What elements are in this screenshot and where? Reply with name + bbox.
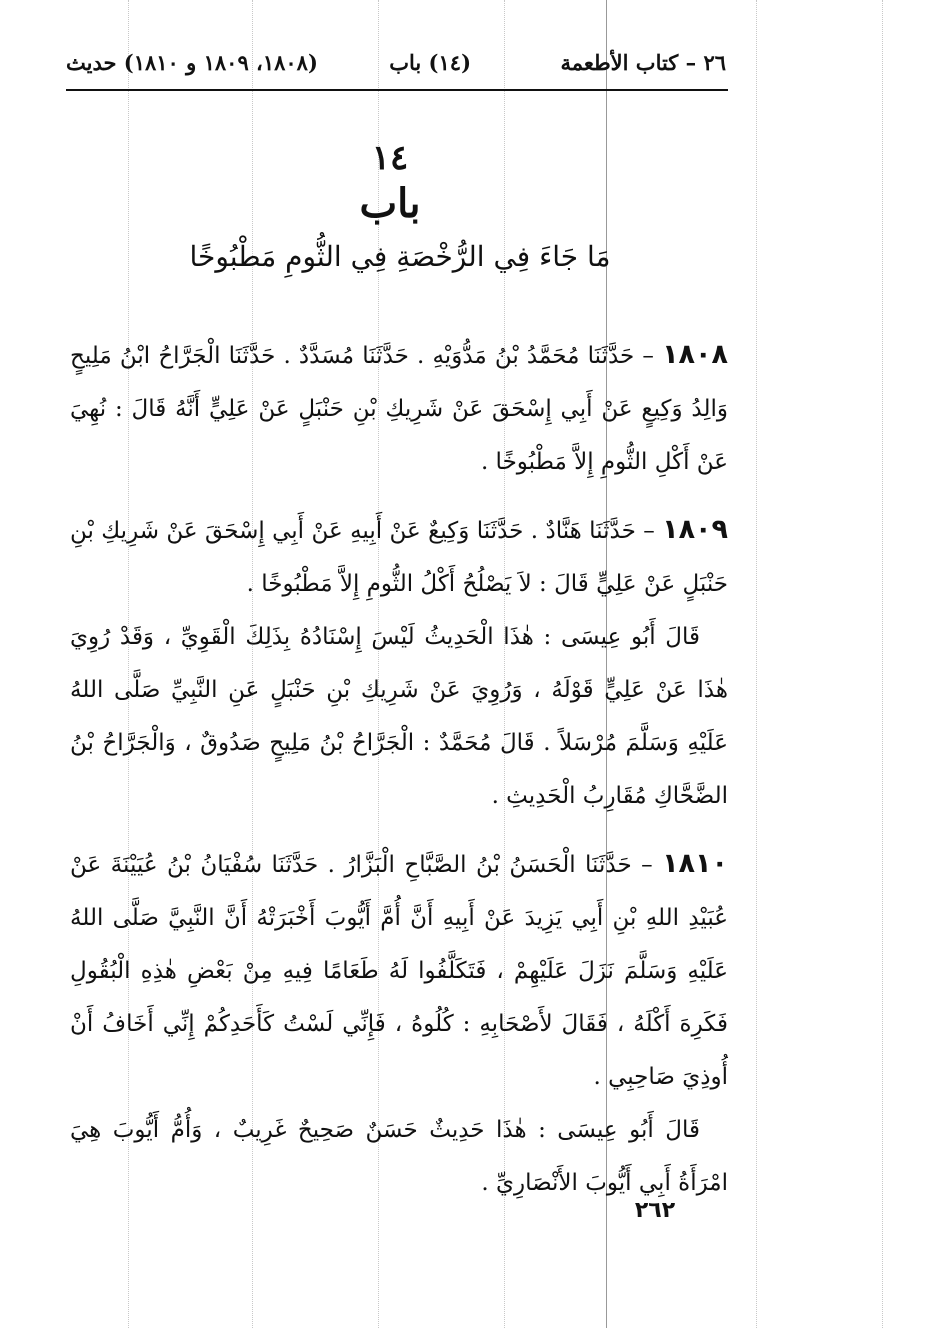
header-chapter: (١٤) باب xyxy=(389,50,471,75)
header-hadith-range: (١٨٠٨، ١٨٠٩ و ١٨١٠) حديث xyxy=(66,50,318,75)
hadith-commentary: قَالَ أَبُو عِيسَى : هٰذَا الْحَدِيثُ لَيْسَ إِسْنَادُهُ بِذَلِكَ الْقَوِيِّ ، وَقَدْ رُوِيَ هٰذَا عَنْ عَلِيٍّ قَوْلَهُ ، وَرُوِيَ عَنْ شَرِيكِ بْنِ حَنْبَلٍ عَنِ النَّبِيِّ صَلَّى اللهُ عَلَيْهِ وَسَلَّمَ مُرْسَلاً . قَالَ مُحَمَّدٌ : الْجَرَّاحُ بْنُ مَلِيحٍ صَدُوقٌ ، وَالْجَرَّاحُ بْنُ الضَّحَّاكِ مُقَارِبُ الْحَدِيثِ . xyxy=(70,624,728,809)
page-number: ٢٦٢ xyxy=(634,1198,676,1223)
hadith-text: – حَدَّثَنَا مُحَمَّدُ بْنُ مَدُّوَيْهِ . حَدَّثَنَا مُسَدَّدٌ . حَدَّثَنَا الْجَرَّاحُ ابْنُ مَلِيحٍ وَالِدُ وَكِيعٍ عَنْ أَبِي إِسْحَقَ عَنْ شَرِيكِ بْنِ حَنْبَلٍ عَنْ عَلِيٍّ أَنَّهُ قَالَ : نُهِيَ عَنْ أَكْلِ الثُّومِ إِلاَّ مَطْبُوخًا . xyxy=(70,343,728,475)
hadith-entry xyxy=(70,837,728,1210)
chapter-body xyxy=(70,328,728,1224)
header-divider xyxy=(66,89,728,91)
hadith-number: ١٨٠٨ xyxy=(662,339,728,370)
running-header xyxy=(66,44,726,84)
hadith-entry xyxy=(70,503,728,823)
chapter-number: ١٤ xyxy=(371,138,409,178)
hadith-entry xyxy=(70,328,728,489)
hadith-number: ١٨٠٩ xyxy=(662,514,729,545)
chapter-title: مَا جَاءَ فِي الرُّخْصَةِ فِي الثُّومِ مَطْبُوخًا xyxy=(189,240,611,273)
hadith-commentary: قَالَ أَبُو عِيسَى : هٰذَا حَدِيثٌ حَسَنٌ صَحِيحٌ غَرِيبٌ ، وَأُمُّ أَيُّوبَ هِيَ امْرَأَةُ أَبِي أَيُّوبَ الأَنْصَارِيِّ . xyxy=(70,1117,728,1196)
hadith-text: – حَدَّثَنَا الْحَسَنُ بْنُ الصَّبَّاحِ الْبَزَّارُ . حَدَّثَنَا سُفْيَانُ بْنُ عُيَيْنَةَ عَنْ عُبَيْدِ اللهِ بْنِ أَبِي يَزِيدَ عَنْ أَبِيهِ أَنَّ أُمَّ أَيُّوبَ أَخْبَرَتْهُ أَنَّ النَّبِيَّ صَلَّى اللهُ عَلَيْهِ وَسَلَّمَ نَزَلَ عَلَيْهِمْ ، فَتَكَلَّفُوا لَهُ طَعَامًا فِيهِ مِنْ بَعْضِ هٰذِهِ الْبُقُولِ فَكَرِهَ أَكْلَهُ ، فَقَالَ لأَصْحَابِهِ : كُلُوهُ ، فَإِنِّي لَسْتُ كَأَحَدِكُمْ إِنِّي أَخَافُ أَنْ أُوذِيَ صَاحِبِي . xyxy=(70,852,728,1090)
hadith-text: – حَدَّثَنَا هَنَّادٌ . حَدَّثَنَا وَكِيعٌ عَنْ أَبِيهِ عَنْ أَبِي إِسْحَقَ عَنْ شَرِيكِ بْنِ حَنْبَلٍ عَنْ عَلِيٍّ قَالَ : لاَ يَصْلُحُ أَكْلُ الثُّومِ إِلاَّ مَطْبُوخًا . xyxy=(70,518,728,597)
hadith-number: ١٨١٠ xyxy=(662,848,728,879)
scan-rule-line xyxy=(882,0,883,1328)
chapter-label: باب xyxy=(359,180,421,227)
header-book-title: ٢٦ – كتاب الأطعمة xyxy=(560,50,726,75)
